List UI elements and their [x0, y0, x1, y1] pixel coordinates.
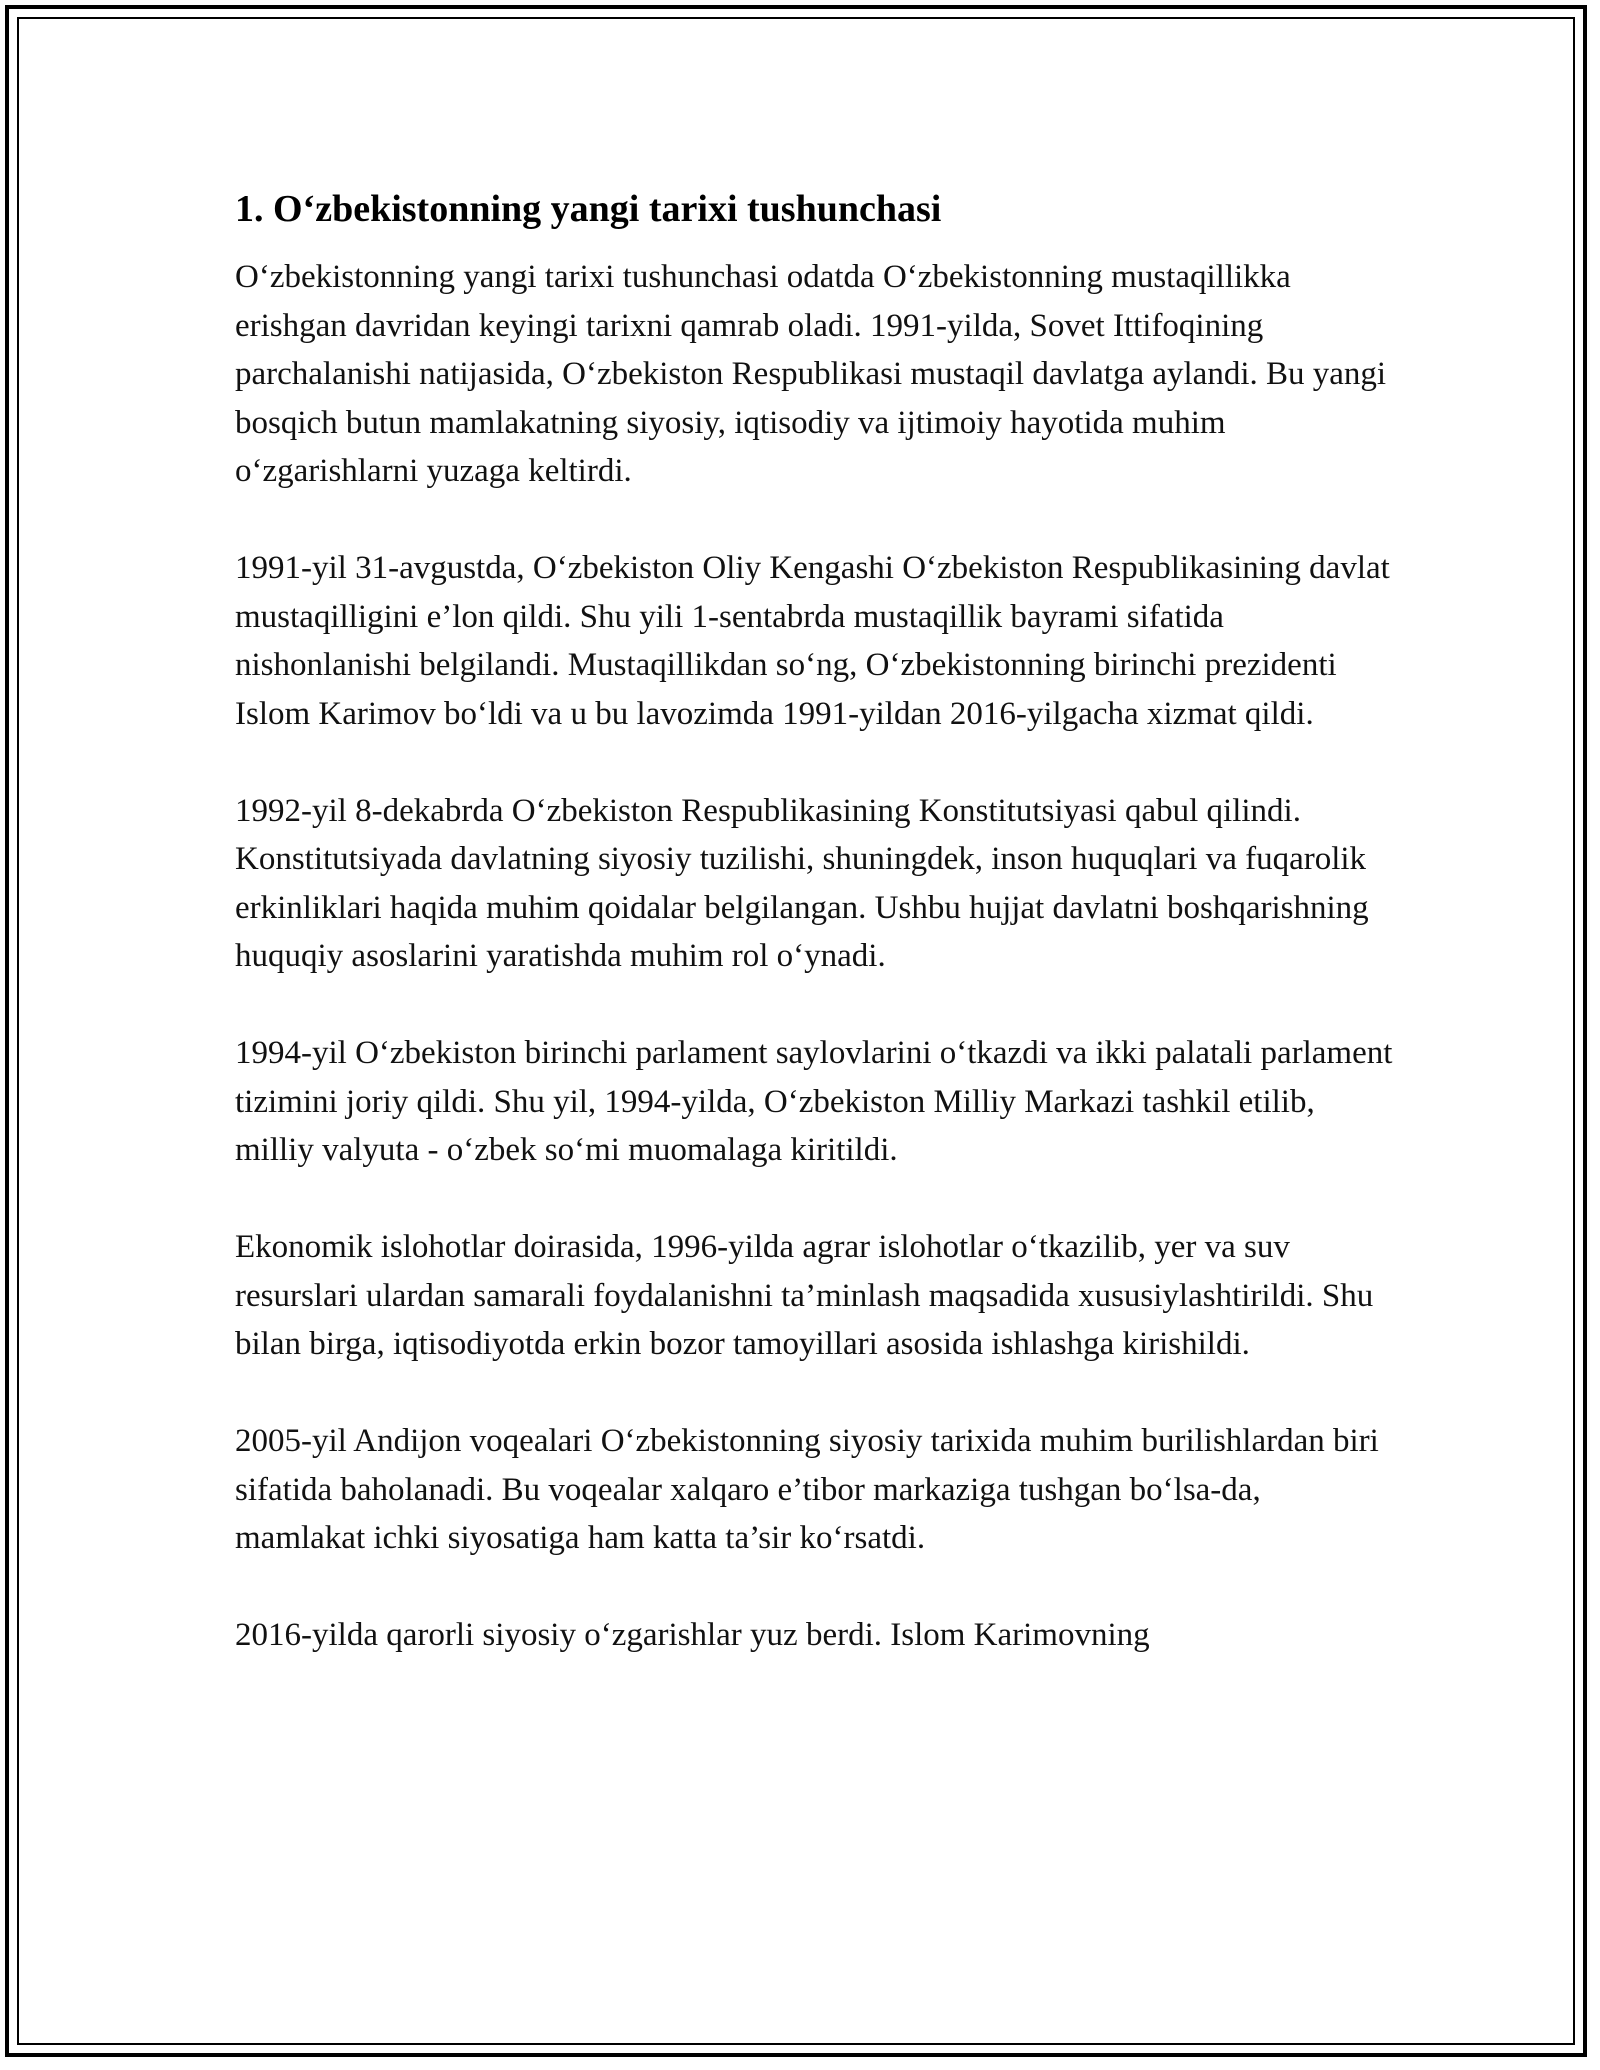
paragraph-5: Ekonomik islohotlar doirasida, 1996-yilda agrar islohotlar o‘tkazilib, yer va suv resurslari ulardan samarali foydalanishni ta’minlash maqsadida xususiylashtirildi. Shu bilan birga, iqtisodiyotda erkin bozor tamoyillari asosida ishlashga kirishildi.	[235, 1229, 1374, 1362]
paragraph-7: 2016-yilda qarorli siyosiy o‘zgarishlar yuz berdi. Islom Karimovning	[235, 1617, 1150, 1653]
paragraph-6: 2005-yil Andijon voqealari O‘zbekistonning siyosiy tarixida muhim burilishlardan biri sifatida baholanadi. Bu voqealar xalqaro e’tibor markaziga tushgan bo‘lsa-da, mamlakat ichki siyosatiga ham katta ta’sir ko‘rsatdi.	[235, 1423, 1379, 1556]
document-body	[235, 185, 1395, 1708]
paragraph-1: O‘zbekistonning yangi tarixi tushunchasi odatda O‘zbekistonning mustaqillikka erishgan davridan keyingi tarixni qamrab oladi. 1991-yilda, Sovet Ittifoqining parchalanishi natijasida, O‘zbekiston Respublikasi mustaqil davlatga aylandi. Bu yangi bosqich butun mamlakatning siyosiy, iqtisodiy va ijtimoiy hayotida muhim o‘zgarishlarni yuzaga keltirdi.	[235, 259, 1387, 489]
paragraph-2: 1991-yil 31-avgustda, O‘zbekiston Oliy Kengashi O‘zbekiston Respublikasining davlat mustaqilligini e’lon qildi. Shu yili 1-sentabrda mustaqillik bayrami sifatida nishonlanishi belgilandi. Mustaqillikdan so‘ng, O‘zbekistonning birinchi prezidenti Islom Karimov bo‘ldi va u bu lavozimda 1991-yildan 2016-yilgacha xizmat qildi.	[235, 550, 1390, 732]
paragraph-3: 1992-yil 8-dekabrda O‘zbekiston Respublikasining Konstitutsiyasi qabul qilindi. Konstitutsiyada davlatning siyosiy tuzilishi, shuningdek, inson huquqlari va fuqarolik erkinliklari haqida muhim qoidalar belgilangan. Ushbu hujjat davlatni boshqarishning huquqiy asoslarini yaratishda muhim rol o‘ynadi.	[235, 792, 1369, 974]
paragraph-4: 1994-yil O‘zbekiston birinchi parlament saylovlarini o‘tkazdi va ikki palatali parlament tizimini joriy qildi. Shu yil, 1994-yilda, O‘zbekiston Milliy Markazi tashkil etilib, milliy valyuta - o‘zbek so‘mi muomalaga kiritildi.	[235, 1035, 1393, 1168]
section-heading: 1. O‘zbekistonning yangi tarixi tushunchasi	[235, 188, 942, 230]
